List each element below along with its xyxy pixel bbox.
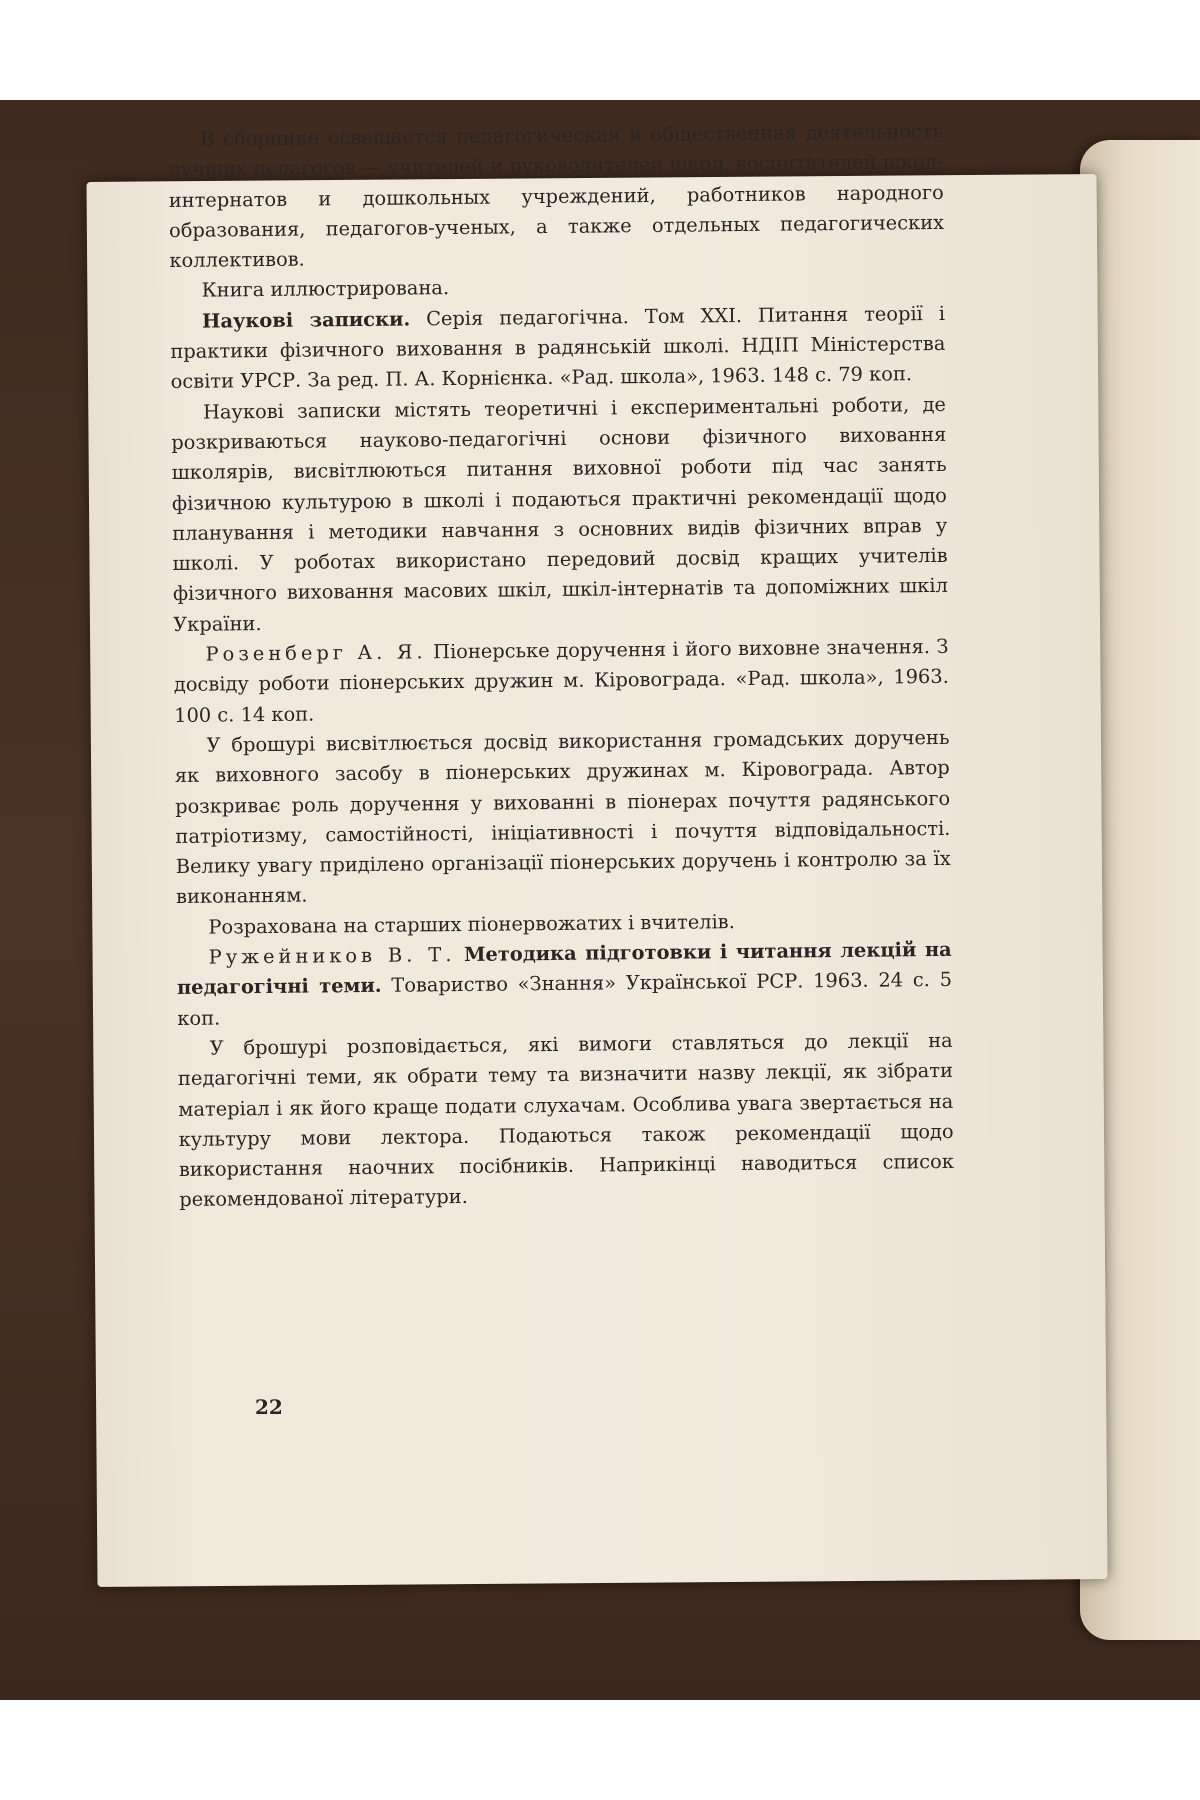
paragraph [178,1026,955,1216]
paragraph [171,390,948,640]
entry-body: Наукові записки містять теоретичні і експериментальні роботи, де розкриваються науково-педагогічні основи фізичного виховання школярів, висвітлюються питання виховної роботи під час занять фізичною культурою в школі і подаються практичні рекомендації щодо планування і методики навчання з основних видів фізичних вправ у школі. У роботах використано передовий досвід кращих учителів фізичного виховання масових шкіл, шкіл-інтернатів та допоміжних шкіл України. [171,392,948,636]
paragraph [168,117,945,277]
entry-body: Піонерське доручення і його виховне значення. З досвіду роботи піонерських дружин м. Кіровограда. «Рад. школа», 1963. 100 с. 14 коп. [173,634,949,727]
entry-body: В сборнике освещается педагогическая и общественная деятельность лучших педагогов — учителей и руководителей школ, воспитателей школ-интернатов и дошкольных учреждений, работников народного образования, педагогов-ученых, а также отдельных педагогических коллективов. [168,119,945,273]
entry-body: У брошурі розповідається, які вимоги ставляться до лекції на педагогічні теми, як обрати тему та визначити назву лекції, як зібрати матеріал і як його краще подати слухачам. Особлива увага звертається на культуру мови лектора. Подаються також рекомендації щодо використання наочних посібників. Наприкінці наводиться список рекомендованої літератури. [177,1028,955,1212]
entry-title: Методика підготовки і читання лекцій на педагогічні теми. [176,937,952,1000]
entry-body: У брошурі висвітлюється досвід використання громадських доручень як виховного засобу в піонерських дружинах м. Кіровограда. Автор розкриває роль доручення у вихованні в піонерах почуття радянського патріотизму, самостійності, ініціативності і почуття відповідальності. Велику увагу приділено організації піонерських доручень і контролю за їх виконанням. [174,725,951,909]
entry-title: Наукові записки. [201,307,411,333]
paragraph [170,299,946,398]
entry-body: Книга иллюстрирована. [201,276,450,303]
page-text [168,117,954,1216]
paragraph [173,632,949,731]
paragraph [177,935,953,1034]
page-number: 22 [255,1395,283,1419]
entry-author: Ружейников В. Т. [208,943,456,969]
paragraph [174,723,951,913]
entry-body: Серія педагогічна. Том XXI. Питання теорії і практики фізичного виховання в радянській школі. НДІП Міністерства освіти УРСР. За ред. П. А. Корнієнка. «Рад. школа», 1963. 148 с. 79 коп. [170,301,946,394]
entry-author: Розенберг А. Я. [205,640,427,666]
entry-body: Розрахована на старших піонервожатих і вчителів. [208,909,735,939]
entry-body: Товариство «Знання» Української РСР. 1963. 24 с. 5 коп. [177,968,953,1030]
